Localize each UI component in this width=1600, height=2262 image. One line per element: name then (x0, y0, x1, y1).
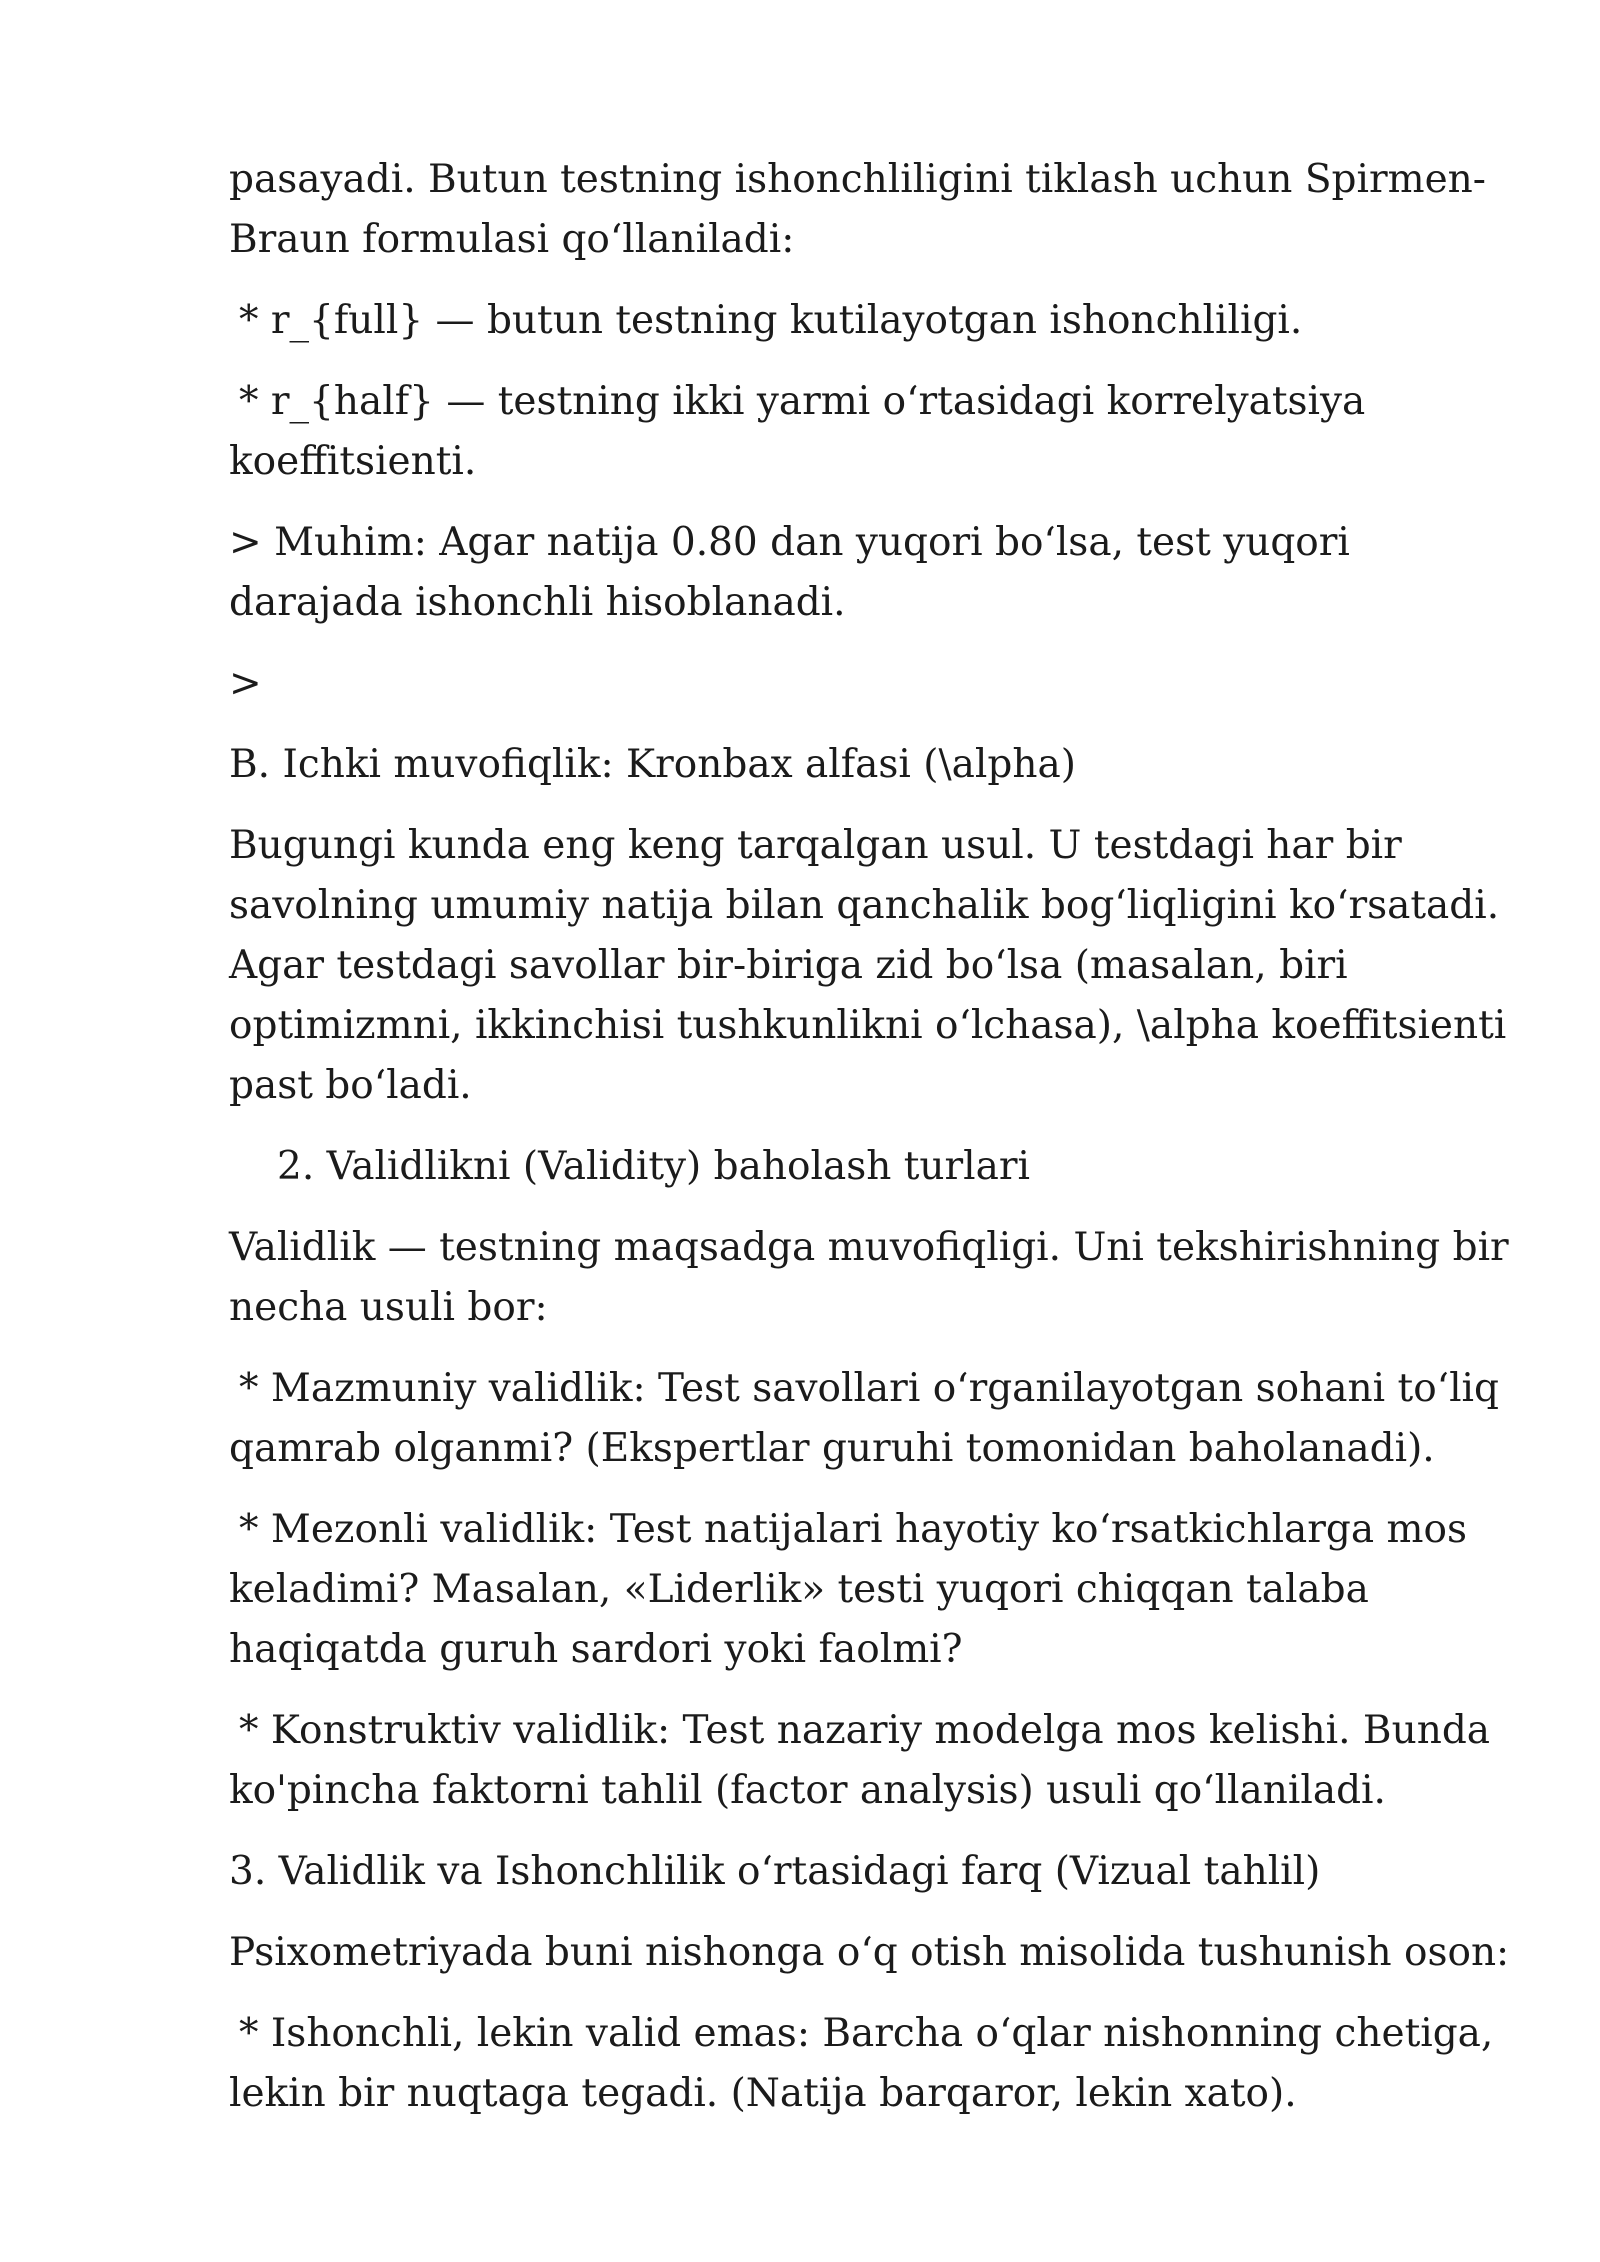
blockquote-empty: > (229, 661, 262, 706)
heading-cronbach-alpha: B. Ichki muvofiqlik: Kronbax alfasi (\alpha) (229, 742, 1076, 787)
heading-validity-vs-reliability: 3. Validlik va Ishonchlilik oʻrtasidagi farq (Vizual tahlil) (229, 1849, 1321, 1894)
bullet-r-half: * r_{half} — testning ikki yarmi oʻrtasidagi korrelyatsiya koeffitsienti. (229, 379, 1366, 484)
bullet-criterion-validity: * Mezonli validlik: Test natijalari hayotiy koʻrsatkichlarga mos keladimi? Masalan, «Liderlik» testi yuqori chiqqan talaba haqiqatda guruh sardori yoki faolmi? (229, 1507, 1468, 1672)
blockquote-important: > Muhim: Agar natija 0.80 dan yuqori boʻlsa, test yuqori darajada ishonchli hisoblanadi. (229, 520, 1350, 625)
paragraph-target-analogy: Psixometriyada buni nishonga oʻq otish misolida tushunish oson: (229, 1930, 1510, 1975)
bullet-r-full: * r_{full} — butun testning kutilayotgan ishonchliligi. (239, 298, 1303, 343)
paragraph-cronbach-description: Bugungi kunda eng keng tarqalgan usul. U testdagi har bir savolning umumiy natija bilan qanchalik bogʻliqligini koʻrsatadi. Agar testdagi savollar bir-biriga zid boʻlsa (masalan, biri optimizmni, ikkinchisi tushkunlikni oʻlchasa), \alpha koeffitsienti past boʻladi. (229, 823, 1507, 1108)
paragraph-validity-definition: Validlik — testning maqsadga muvofiqligi. Uni tekshirishning bir necha usuli bor: (229, 1225, 1509, 1330)
paragraph-spirmen-braun: pasayadi. Butun testning ishonchliligini tiklash uchun Spirmen-Braun formulasi qoʻllaniladi: (229, 157, 1486, 262)
bullet-reliable-not-valid: * Ishonchli, lekin valid emas: Barcha oʻqlar nishonning chetiga, lekin bir nuqtaga tegadi. (Natija barqaror, lekin xato). (229, 2011, 1494, 2116)
bullet-construct-validity: * Konstruktiv validlik: Test nazariy modelga mos kelishi. Bunda ko'pincha faktorni tahlil (factor analysis) usuli qoʻllaniladi. (229, 1708, 1491, 1813)
document-page (229, 150, 1519, 2145)
heading-validity-types: 2. Validlikni (Validity) baholash turlari (277, 1144, 1031, 1189)
bullet-content-validity: * Mazmuniy validlik: Test savollari oʻrganilayotgan sohani toʻliq qamrab olganmi? (Ekspertlar guruhi tomonidan baholanadi). (229, 1366, 1499, 1471)
